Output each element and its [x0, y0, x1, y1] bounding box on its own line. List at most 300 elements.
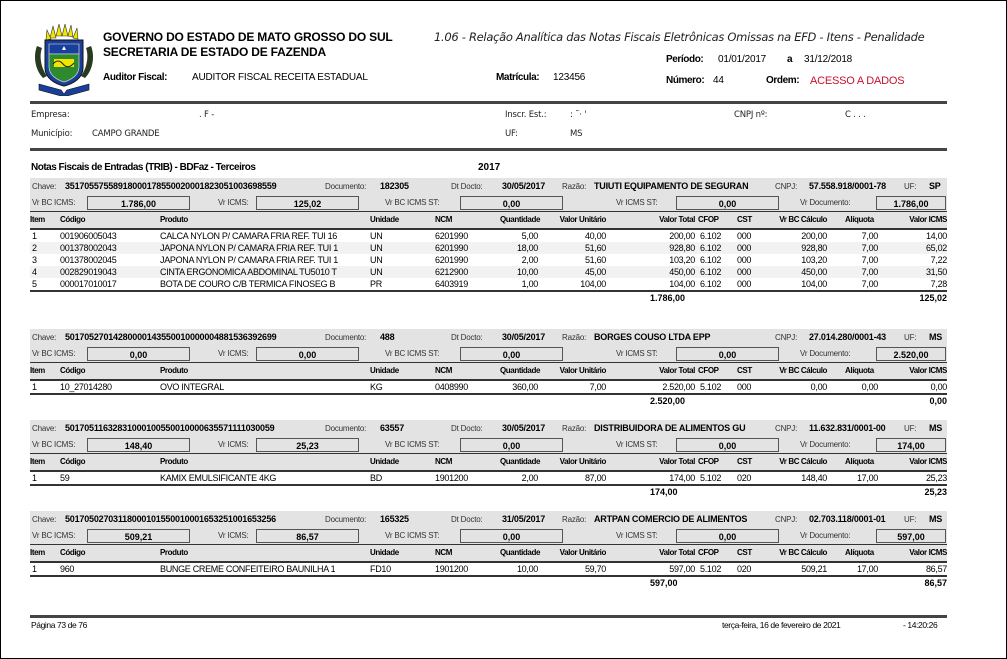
column-header-item: Item — [30, 366, 45, 375]
vr-documento-value: 1.786,00 — [876, 196, 946, 210]
total-valor: 174,00 — [650, 487, 678, 497]
total-icms: 125,02 — [919, 293, 947, 303]
numero-label: Número: — [666, 75, 705, 86]
column-header-valor-total: Valor Total — [659, 457, 695, 466]
razao-label: Razão: — [562, 333, 587, 342]
documento-value: 488 — [380, 332, 395, 342]
cell-cst: 020 — [737, 473, 752, 483]
cell-unidade: BD — [370, 473, 382, 483]
cell-aliquota: 7,00 — [861, 243, 878, 253]
invoice-totals-row — [30, 393, 947, 409]
vr-icms-st-label: Vr ICMS ST: — [616, 198, 658, 207]
cell-item: 2 — [32, 243, 37, 253]
cell-aliquota: 17,00 — [856, 564, 878, 574]
cell-ncm: 1901200 — [435, 564, 468, 574]
razao-value: TUIUTI EQUIPAMENTO DE SEGURAN — [594, 181, 749, 191]
vr-icms-st-label: Vr ICMS ST: — [616, 531, 658, 540]
column-header-produto: Produto — [160, 366, 188, 375]
column-header-item: Item — [30, 457, 45, 466]
cell-valor-icms: 31,50 — [925, 267, 947, 277]
vr-documento-value: 2.520,00 — [876, 347, 946, 361]
documento-label: Documento: — [325, 182, 367, 191]
matricula-value: 123456 — [553, 72, 586, 83]
invoice-block — [30, 511, 947, 591]
cell-cst: 000 — [737, 255, 752, 265]
uf-value: MS — [570, 129, 583, 139]
column-header-cfop: CFOP — [698, 366, 719, 375]
cell-cst: 000 — [737, 382, 752, 392]
cell-valor-unitario: 104,00 — [580, 279, 606, 289]
cell-cfop: 6.102 — [700, 255, 722, 265]
numero-value: 44 — [713, 75, 724, 86]
uf-label: UF: — [904, 333, 917, 342]
cell-valor-total: 103,20 — [669, 255, 695, 265]
razao-value: ARTPAN COMERCIO DE ALIMENTOS — [594, 514, 748, 524]
cell-aliquota: 7,00 — [861, 267, 878, 277]
column-header-cst: CST — [737, 548, 752, 557]
cell-produto: BOTA DE COURO C/B TERMICA FINOSEG B — [160, 279, 336, 289]
cell-cst: 000 — [737, 267, 752, 277]
cnpj-value: 02.703.118/0001-01 — [809, 514, 886, 524]
cell-vr-bc-calculo: 200,00 — [801, 231, 827, 241]
cell-aliquota: 0,00 — [861, 382, 878, 392]
invoice-totals-row — [30, 575, 947, 591]
vr-bc-icms-st-value: 0,00 — [460, 438, 563, 452]
chave-value: 50170511632831000100550010000635571111030059 — [65, 423, 275, 433]
cell-quantidade: 2,00 — [521, 255, 538, 265]
chave-label: Chave: — [32, 182, 57, 191]
cell-cfop: 5.102 — [700, 564, 722, 574]
column-header-item: Item — [30, 548, 45, 557]
cell-unidade: UN — [370, 255, 383, 265]
cell-cst: 000 — [737, 243, 752, 253]
cell-valor-unitario: 51,60 — [584, 243, 606, 253]
vr-icms-st-value: 0,00 — [676, 438, 779, 452]
cell-quantidade: 10,00 — [516, 564, 538, 574]
column-header-produto: Produto — [160, 215, 188, 224]
uf-value: MS — [929, 423, 943, 433]
vr-bc-icms-st-value: 0,00 — [460, 196, 563, 210]
cell-cfop: 6.102 — [700, 279, 722, 289]
total-valor: 1.786,00 — [650, 293, 686, 303]
cnpj-value: C . . . — [845, 110, 866, 120]
uf-label: UF: — [904, 424, 917, 433]
cell-ncm: 6201990 — [435, 231, 468, 241]
cell-codigo: 10_27014280 — [60, 382, 112, 392]
invoice-header-row2 — [30, 194, 947, 212]
invoice-items — [30, 381, 947, 393]
cnpj-value: 57.558.918/0001-78 — [809, 181, 886, 191]
auditor-label: Auditor Fiscal: — [103, 72, 168, 83]
vr-documento-value: 597,00 — [876, 529, 946, 543]
cell-valor-total: 2.520,00 — [662, 382, 695, 392]
cell-quantidade: 18,00 — [516, 243, 538, 253]
dt-docto-value: 30/05/2017 — [502, 423, 546, 433]
invoice-totals-row — [30, 484, 947, 500]
column-header-codigo: Código — [60, 548, 86, 557]
state-coat-of-arms-logo — [33, 24, 95, 96]
cell-valor-icms: 7,28 — [930, 279, 947, 289]
cell-quantidade: 10,00 — [516, 267, 538, 277]
section-title: Notas Fiscais de Entradas (TRIB) - BDFaz - Terceiros — [31, 162, 256, 173]
column-header-valor-unitario: Valor Unitário — [559, 366, 606, 375]
razao-label: Razão: — [562, 515, 587, 524]
dt-docto-value: 31/05/2017 — [502, 514, 546, 524]
cell-produto: JAPONA NYLON P/ CAMARA FRIA REF. TUI 1 — [160, 255, 338, 265]
cell-valor-total: 450,00 — [669, 267, 695, 277]
column-header-valor-total: Valor Total — [659, 215, 695, 224]
total-valor: 2.520,00 — [650, 396, 686, 406]
cell-item: 4 — [32, 267, 37, 277]
column-header-unidade: Unidade — [370, 457, 399, 466]
vr-bc-icms-value: 509,21 — [87, 529, 190, 543]
vr-documento-label: Vr Documento: — [800, 198, 851, 207]
cell-valor-unitario: 59,70 — [584, 564, 606, 574]
cell-valor-icms: 0,00 — [930, 382, 947, 392]
invoice-header — [30, 420, 947, 472]
cell-codigo: 002829019043 — [60, 267, 117, 277]
periodo-separator: a — [787, 54, 793, 65]
report-title: 1.06 - Relação Analítica das Notas Fiscais Eletrônicas Omissas na EFD - Itens - Penalidade — [434, 30, 925, 44]
cell-vr-bc-calculo: 104,00 — [801, 279, 827, 289]
periodo-end: 31/12/2018 — [804, 54, 853, 65]
cell-item: 5 — [32, 279, 37, 289]
cnpj-label: CNPJ nº: — [734, 110, 768, 120]
cell-valor-total: 200,00 — [669, 231, 695, 241]
report-date: terça-feira, 16 de fevereiro de 2021 — [722, 620, 841, 630]
vr-bc-icms-value: 0,00 — [87, 347, 190, 361]
report-time: - 14:20:26 — [903, 620, 938, 630]
inscr-est-label: Inscr. Est.: — [505, 110, 547, 120]
column-header-valor-unitario: Valor Unitário — [559, 215, 606, 224]
cnpj-label: CNPJ: — [775, 424, 798, 433]
razao-label: Razão: — [562, 424, 587, 433]
documento-value: 63557 — [380, 423, 405, 433]
vr-icms-value: 125,02 — [256, 196, 359, 210]
column-header-cfop: CFOP — [698, 215, 719, 224]
vr-documento-value: 174,00 — [876, 438, 946, 452]
cell-valor-icms: 25,23 — [925, 473, 947, 483]
invoice-header — [30, 329, 947, 381]
razao-value: BORGES COUSO LTDA EPP — [594, 332, 711, 342]
cell-codigo: 59 — [60, 473, 70, 483]
razao-label: Razão: — [562, 182, 587, 191]
uf-label: UF: — [904, 515, 917, 524]
column-header-ncm: NCM — [435, 215, 453, 224]
cell-valor-unitario: 7,00 — [589, 382, 606, 392]
cell-unidade: UN — [370, 267, 383, 277]
org-name-line1: GOVERNO DO ESTADO DE MATO GROSSO DO SUL — [103, 30, 393, 44]
table-row — [30, 266, 947, 278]
table-row — [30, 278, 947, 290]
vr-bc-icms-value: 1.786,00 — [87, 196, 190, 210]
column-header-valor-icms: Valor ICMS — [909, 366, 947, 375]
vr-bc-icms-value: 148,40 — [87, 438, 190, 452]
cell-cst: 020 — [737, 564, 752, 574]
vr-bc-icms-st-label: Vr BC ICMS ST: — [385, 440, 440, 449]
invoice-header — [30, 511, 947, 563]
invoice-header-row2 — [30, 527, 947, 545]
cnpj-label: CNPJ: — [775, 333, 798, 342]
column-header-codigo: Código — [60, 215, 86, 224]
column-header-quantidade: Quantidade — [499, 366, 540, 375]
cell-vr-bc-calculo: 450,00 — [801, 267, 827, 277]
cell-ncm: 6403919 — [435, 279, 468, 289]
vr-icms-st-value: 0,00 — [676, 529, 779, 543]
cell-produto: CINTA ERGONOMICA ABDOMINAL TU5010 T — [160, 267, 337, 277]
cell-cst: 000 — [737, 231, 752, 241]
table-row — [30, 230, 947, 242]
chave-value: 35170557558918000178550020001823051003698559 — [65, 181, 277, 191]
inscr-est-value: : ˜· ' — [570, 110, 587, 120]
dt-docto-value: 30/05/2017 — [502, 181, 546, 191]
cell-aliquota: 17,00 — [856, 473, 878, 483]
cell-unidade: KG — [370, 382, 383, 392]
documento-label: Documento: — [325, 333, 367, 342]
invoice-totals-row — [30, 290, 947, 306]
invoice-items — [30, 230, 947, 290]
razao-value: DISTRIBUIDORA DE ALIMENTOS GU — [594, 423, 746, 433]
vr-documento-label: Vr Documento: — [800, 440, 851, 449]
column-header-valor-total: Valor Total — [659, 548, 695, 557]
periodo-label: Período: — [666, 54, 704, 65]
column-header-cfop: CFOP — [698, 457, 719, 466]
cnpj-label: CNPJ: — [775, 182, 798, 191]
column-header-valor-total: Valor Total — [659, 366, 695, 375]
vr-bc-icms-st-label: Vr BC ICMS ST: — [385, 198, 440, 207]
column-header-valor-unitario: Valor Unitário — [559, 457, 606, 466]
cell-codigo: 001378002043 — [60, 243, 117, 253]
uf-value: MS — [929, 332, 943, 342]
company-divider — [30, 148, 947, 151]
column-headers — [30, 545, 947, 559]
invoice-items — [30, 472, 947, 484]
column-header-unidade: Unidade — [370, 366, 399, 375]
table-row — [30, 563, 947, 575]
cell-ncm: 6212900 — [435, 267, 468, 277]
vr-icms-st-label: Vr ICMS ST: — [616, 440, 658, 449]
vr-icms-label: Vr ICMS: — [218, 349, 249, 358]
cnpj-label: CNPJ: — [775, 515, 798, 524]
cell-unidade: PR — [370, 279, 382, 289]
cell-vr-bc-calculo: 928,80 — [801, 243, 827, 253]
column-header-produto: Produto — [160, 457, 188, 466]
cell-vr-bc-calculo: 148,40 — [801, 473, 827, 483]
invoice-header — [30, 178, 947, 230]
vr-bc-icms-st-label: Vr BC ICMS ST: — [385, 531, 440, 540]
vr-bc-icms-label: Vr BC ICMS: — [32, 349, 76, 358]
column-header-vr-bc-calculo: Vr BC Cálculo — [779, 366, 827, 375]
cell-valor-icms: 14,00 — [925, 231, 947, 241]
cell-aliquota: 7,00 — [861, 255, 878, 265]
cell-valor-total: 104,00 — [669, 279, 695, 289]
vr-bc-icms-label: Vr BC ICMS: — [32, 440, 76, 449]
vr-icms-value: 86,57 — [256, 529, 359, 543]
cell-valor-unitario: 45,00 — [584, 267, 606, 277]
section-year: 2017 — [478, 162, 501, 173]
vr-bc-icms-st-value: 0,00 — [460, 529, 563, 543]
municipio-value: CAMPO GRANDE — [92, 129, 160, 139]
column-header-quantidade: Quantidade — [499, 457, 540, 466]
uf-value: MS — [929, 514, 943, 524]
documento-value: 165325 — [380, 514, 409, 524]
column-header-quantidade: Quantidade — [499, 215, 540, 224]
column-headers — [30, 212, 947, 226]
column-header-valor-icms: Valor ICMS — [909, 457, 947, 466]
cell-quantidade: 2,00 — [521, 473, 538, 483]
column-header-cst: CST — [737, 366, 752, 375]
table-row — [30, 242, 947, 254]
cell-item: 3 — [32, 255, 37, 265]
cell-valor-unitario: 40,00 — [584, 231, 606, 241]
cell-quantidade: 1,00 — [521, 279, 538, 289]
column-header-quantidade: Quantidade — [499, 548, 540, 557]
column-header-aliquota: Alíquota — [845, 457, 874, 466]
cell-ncm: 6201990 — [435, 255, 468, 265]
total-icms: 25,23 — [924, 487, 947, 497]
vr-bc-icms-st-value: 0,00 — [460, 347, 563, 361]
column-header-valor-icms: Valor ICMS — [909, 548, 947, 557]
org-name-line2: SECRETARIA DE ESTADO DE FAZENDA — [103, 45, 326, 59]
column-header-unidade: Unidade — [370, 215, 399, 224]
invoice-block — [30, 178, 947, 306]
column-header-item: Item — [30, 215, 45, 224]
cell-ncm: 6201990 — [435, 243, 468, 253]
cell-cfop: 5.102 — [700, 473, 722, 483]
cell-ncm: 1901200 — [435, 473, 468, 483]
invoice-header-row2 — [30, 345, 947, 363]
column-header-vr-bc-calculo: Vr BC Cálculo — [779, 548, 827, 557]
dt-docto-label: Dt Docto: — [451, 182, 483, 191]
cnpj-value: 11.632.831/0001-00 — [809, 423, 886, 433]
cell-item: 1 — [32, 473, 37, 483]
column-header-aliquota: Alíquota — [845, 548, 874, 557]
periodo-start: 01/01/2017 — [718, 54, 767, 65]
vr-icms-st-value: 0,00 — [676, 347, 779, 361]
cell-cfop: 5.102 — [700, 382, 722, 392]
uf-value: SP — [929, 181, 941, 191]
column-headers — [30, 454, 947, 468]
cell-aliquota: 7,00 — [861, 231, 878, 241]
documento-label: Documento: — [325, 424, 367, 433]
column-header-valor-unitario: Valor Unitário — [559, 548, 606, 557]
footer-divider — [30, 615, 947, 618]
cell-unidade: UN — [370, 243, 383, 253]
cell-valor-icms: 7,22 — [930, 255, 947, 265]
municipio-label: Município: — [31, 129, 73, 139]
cell-vr-bc-calculo: 0,00 — [810, 382, 827, 392]
column-headers — [30, 363, 947, 377]
invoice-items — [30, 563, 947, 575]
cell-valor-total: 928,80 — [669, 243, 695, 253]
vr-documento-label: Vr Documento: — [800, 349, 851, 358]
cell-codigo: 000017010017 — [60, 279, 117, 289]
chave-value: 50170502703118000101550010001653251001653256 — [65, 514, 276, 524]
dt-docto-label: Dt Docto: — [451, 333, 483, 342]
chave-label: Chave: — [32, 333, 57, 342]
column-header-aliquota: Alíquota — [845, 215, 874, 224]
vr-bc-icms-label: Vr BC ICMS: — [32, 198, 76, 207]
column-header-codigo: Código — [60, 457, 86, 466]
chave-label: Chave: — [32, 424, 57, 433]
cell-codigo: 960 — [60, 564, 75, 574]
vr-documento-label: Vr Documento: — [800, 531, 851, 540]
cell-codigo: 001906005043 — [60, 231, 117, 241]
column-header-ncm: NCM — [435, 548, 453, 557]
invoice-block — [30, 420, 947, 500]
dt-docto-label: Dt Docto: — [451, 424, 483, 433]
header-divider — [30, 101, 947, 104]
vr-icms-value: 25,23 — [256, 438, 359, 452]
column-header-valor-icms: Valor ICMS — [909, 215, 947, 224]
invoice-block — [30, 329, 947, 409]
vr-bc-icms-label: Vr BC ICMS: — [32, 531, 76, 540]
cell-vr-bc-calculo: 103,20 — [801, 255, 827, 265]
total-icms: 86,57 — [924, 578, 947, 588]
total-valor: 597,00 — [650, 578, 678, 588]
column-header-cfop: CFOP — [698, 548, 719, 557]
table-row — [30, 254, 947, 266]
page-number: Página 73 de 76 — [31, 620, 87, 630]
column-header-ncm: NCM — [435, 457, 453, 466]
column-header-codigo: Código — [60, 366, 86, 375]
vr-icms-label: Vr ICMS: — [218, 531, 249, 540]
column-header-vr-bc-calculo: Vr BC Cálculo — [779, 457, 827, 466]
column-header-cst: CST — [737, 215, 752, 224]
cell-quantidade: 360,00 — [512, 382, 538, 392]
cell-aliquota: 7,00 — [861, 279, 878, 289]
cell-unidade: FD10 — [370, 564, 391, 574]
cell-produto: KAMIX EMULSIFICANTE 4KG — [160, 473, 277, 483]
matricula-label: Matrícula: — [496, 72, 540, 83]
cell-cst: 000 — [737, 279, 752, 289]
cell-cfop: 6.102 — [700, 231, 722, 241]
vr-icms-st-label: Vr ICMS ST: — [616, 349, 658, 358]
column-header-produto: Produto — [160, 548, 188, 557]
cell-valor-total: 174,00 — [669, 473, 695, 483]
cell-valor-icms: 65,02 — [925, 243, 947, 253]
ordem-value: ACESSO A DADOS — [810, 75, 905, 87]
cell-produto: OVO INTEGRAL — [160, 382, 224, 392]
cell-quantidade: 5,00 — [521, 231, 538, 241]
chave-value: 50170527014280000143550010000004881536392699 — [65, 332, 277, 342]
column-header-aliquota: Alíquota — [845, 366, 874, 375]
cell-ncm: 0408990 — [435, 382, 468, 392]
cell-item: 1 — [32, 231, 37, 241]
dt-docto-label: Dt Docto: — [451, 515, 483, 524]
cell-cfop: 6.102 — [700, 267, 722, 277]
table-row — [30, 381, 947, 393]
uf-label: UF: — [904, 182, 917, 191]
column-header-ncm: NCM — [435, 366, 453, 375]
auditor-value: AUDITOR FISCAL RECEITA ESTADUAL — [192, 72, 368, 83]
empresa-label: Empresa: — [31, 110, 70, 120]
vr-icms-st-value: 0,00 — [676, 196, 779, 210]
vr-bc-icms-st-label: Vr BC ICMS ST: — [385, 349, 440, 358]
documento-value: 182305 — [380, 181, 409, 191]
cell-produto: JAPONA NYLON P/ CAMARA FRIA REF. TUI 1 — [160, 243, 338, 253]
cell-valor-icms: 86,57 — [925, 564, 947, 574]
cell-produto: BUNGE CREME CONFEITEIRO BAUNILHA 1 — [160, 564, 336, 574]
cell-codigo: 001378002045 — [60, 255, 117, 265]
documento-label: Documento: — [325, 515, 367, 524]
total-icms: 0,00 — [929, 396, 947, 406]
vr-icms-label: Vr ICMS: — [218, 198, 249, 207]
column-header-vr-bc-calculo: Vr BC Cálculo — [779, 215, 827, 224]
empresa-value: . F - — [199, 110, 215, 120]
cell-produto: CALCA NYLON P/ CAMARA FRIA REF. TUI 16 — [160, 231, 337, 241]
column-header-unidade: Unidade — [370, 548, 399, 557]
